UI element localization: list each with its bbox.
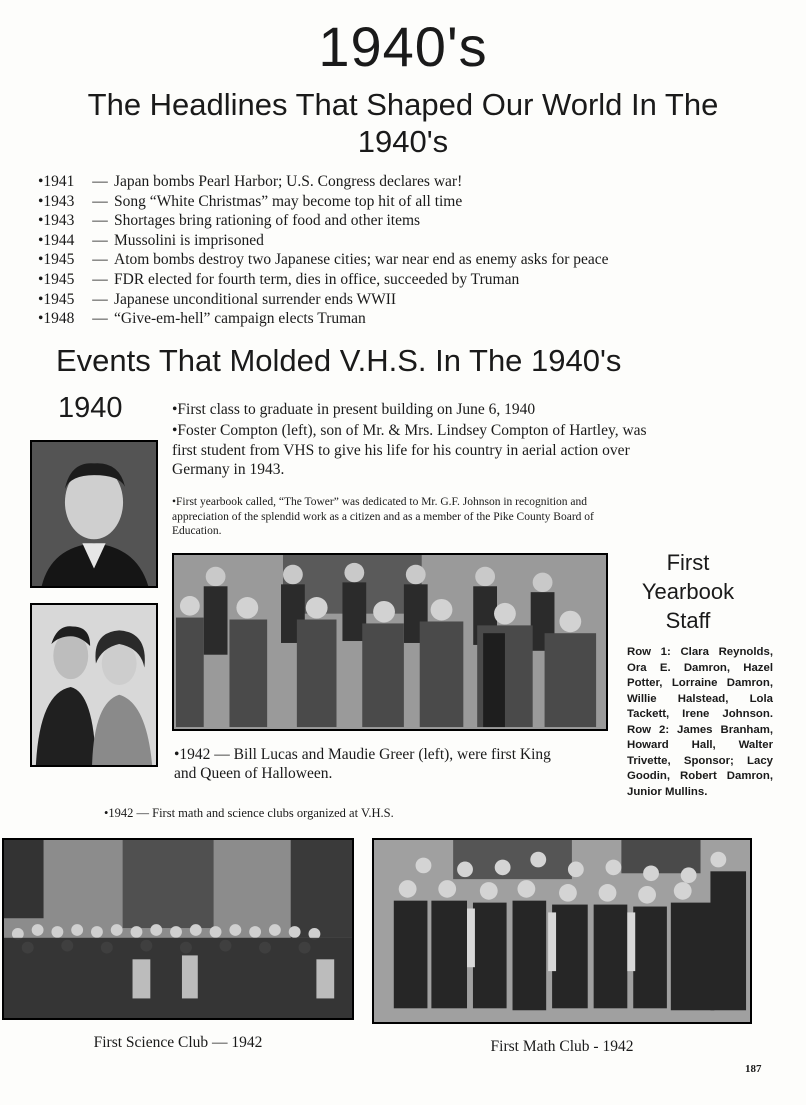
headline-dash: — — [92, 192, 108, 210]
headline-text: Mussolini is imprisoned — [114, 231, 264, 249]
headline-item — [38, 192, 609, 212]
headline-text: Japan bombs Pearl Harbor; U.S. Congress declares war! — [114, 173, 463, 190]
headline-year: •1945 — [38, 270, 75, 288]
headline-text: Song “White Christmas” may become top hit of all time — [114, 192, 463, 210]
headlines-heading-line1: The Headlines That Shaped Our World In The — [87, 87, 719, 122]
headline-year: •1945 — [38, 290, 75, 308]
headline-item — [38, 309, 609, 329]
headline-dash: — — [92, 310, 108, 328]
event-line: •Foster Compton (left), son of Mr. & Mrs. Lindsey Compton of Hartley, was — [172, 422, 647, 439]
headline-dash: — — [92, 173, 108, 190]
headline-year: •1944 — [38, 231, 75, 249]
event-king-queen — [174, 745, 614, 783]
event-first-yearbook — [172, 495, 752, 539]
headline-year: •1948 — [38, 310, 75, 328]
yearbook-staff-photo — [172, 553, 608, 731]
headlines-heading — [30, 86, 776, 160]
staff-heading-line: First — [666, 550, 710, 575]
event-clubs-organized: •1942 — First math and science clubs organized at V.H.S. — [104, 806, 394, 820]
yearbook-staff-names: Row 1: Clara Reynolds, Ora E. Damron, Hazel Potter, Lorraine Damron, Willie Halstead, Lola Tackett, Irene Johnson. Row 2: James Branham, Howard Hall, Walter Trivette, Sponsor; Lacy Goodin, Robert Damron, Junior Mullins. — [627, 646, 773, 798]
portrait-photo-foster-compton — [30, 440, 158, 588]
science-club-photo — [2, 838, 354, 1020]
event-line: Education. — [172, 525, 222, 537]
page-number: 187 — [745, 1063, 762, 1075]
year-heading: 1940 — [58, 392, 123, 424]
headline-item — [38, 172, 609, 192]
event-first-class: •First class to graduate in present building on June 6, 1940 — [172, 401, 536, 418]
event-line: •1942 — Bill Lucas and Maudie Greer (left), were first King — [174, 746, 551, 763]
headline-year: •1943 — [38, 212, 75, 230]
staff-heading-line: Yearbook — [641, 579, 735, 604]
event-line: •First yearbook called, “The Tower” was dedicated to Mr. G.F. Johnson in recognition and — [172, 496, 588, 508]
staff-heading-line: Staff — [665, 608, 711, 633]
headlines-list — [38, 172, 609, 329]
headline-dash: — — [92, 231, 108, 249]
event-foster-compton — [172, 421, 752, 480]
headline-item — [38, 211, 609, 231]
headline-dash: — — [92, 212, 108, 230]
headline-text: FDR elected for fourth term, dies in office, succeeded by Truman — [114, 270, 520, 288]
event-line: appreciation of the splendid work as a citizen and as a member of the Pike County Board of — [172, 510, 594, 523]
headline-item — [38, 231, 609, 251]
headline-dash: — — [92, 270, 108, 288]
events-heading: Events That Molded V.H.S. In The 1940's — [56, 343, 622, 378]
headline-dash: — — [92, 251, 108, 269]
headlines-heading-line2: 1940's — [357, 124, 449, 159]
headline-dash: — — [92, 290, 108, 308]
math-club-caption: First Math Club - 1942 — [490, 1038, 634, 1055]
headline-year: •1945 — [38, 251, 75, 269]
yearbook-staff-heading — [626, 548, 750, 635]
page-title: 1940's — [318, 15, 488, 78]
headline-item — [38, 250, 609, 270]
headline-text: Shortages bring rationing of food and other items — [114, 212, 421, 230]
science-club-caption: First Science Club — 1942 — [93, 1034, 263, 1051]
king-queen-photo — [30, 603, 158, 767]
event-line: and Queen of Halloween. — [174, 765, 333, 782]
event-line: first student from VHS to give his life for his country in aerial action over — [172, 441, 630, 459]
headline-item — [38, 270, 609, 290]
headline-year: •1941 — [38, 173, 75, 190]
headline-text: Japanese unconditional surrender ends WWII — [114, 290, 397, 308]
headline-text: “Give-em-hell” campaign elects Truman — [114, 310, 366, 328]
headline-item — [38, 290, 609, 310]
headline-text: Atom bombs destroy two Japanese cities; war near end as enemy asks for peace — [114, 251, 609, 269]
event-line: Germany in 1943. — [172, 461, 285, 479]
headline-year: •1943 — [38, 192, 75, 210]
math-club-photo — [372, 838, 752, 1024]
